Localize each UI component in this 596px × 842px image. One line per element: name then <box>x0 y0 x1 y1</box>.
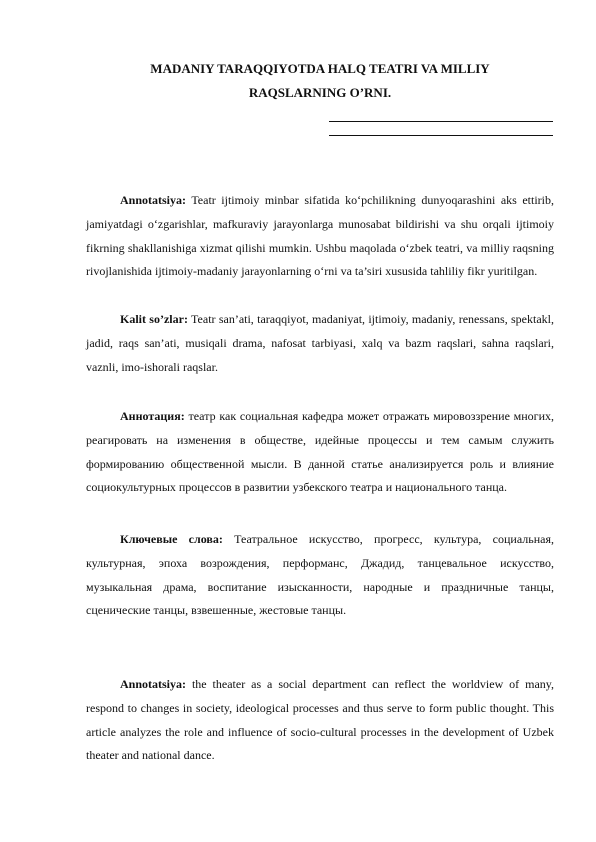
ru-keywords <box>86 528 554 623</box>
author-line-2 <box>329 135 553 136</box>
ru-abstract-text: театр как социальная кафедра может отражать мировоззрение многих, реагировать на изменения в обществе, идейные процессы и тем самым служить формированию общественной мысли. В данной статье анализируется роль и влияние социокультурных процессов в развитии узбекского театра и национального танца. <box>86 409 555 495</box>
uz-abstract-label: Annotatsiya: <box>120 193 187 207</box>
uz-keywords-text: Teatr san’ati, taraqqiyot, madaniyat, ijtimoiy, madaniy, renessans, spektakl, jadid, raqs san’ati, musiqali drama, nafosat tarbiyasi, xalq va bazm raqslari, sahna raqslari, vaznli, imo-ishorali raqslar. <box>86 312 554 374</box>
uz-abstract-text: Teatr ijtimoiy minbar sifatida ko‘pchilikning dunyoqarashini aks ettirib, jamiyatdagi o‘zgarishlar, mafkuraviy jarayonlarga munosabat bildirishi va shu orqali ijtimoiy fikrning shakllanishiga xizmat qilishi mumkin. Ushbu maqolada o‘zbek teatri, va milliy raqsning rivojlanishida ijtimoiy-madaniy jarayonlarning o‘rni va ta’siri xususida tahliliy fikr yuritilgan. <box>86 193 554 279</box>
article-title <box>86 57 554 105</box>
uz-keywords-label: Kalit so’zlar: <box>120 312 188 326</box>
en-abstract-label: Annotatsiya: <box>120 677 187 691</box>
uz-keywords <box>86 308 554 379</box>
ru-keywords-label: Ключевые слова: <box>120 532 223 546</box>
title-line-1: MADANIY TARAQQIYOTDA HALQ TEATRI VA MILLIY <box>150 61 490 76</box>
title-line-2: RAQSLARNING O’RNI. <box>248 85 392 100</box>
author-line-1 <box>329 121 553 122</box>
ru-keywords-text: Театральное искусство, прогресс, культура, социальная, культурная, эпоха возрождения, перформанс, Джадид, танцевальное искусство, музыкальная драма, воспитание изысканности, народные и праздничные танцы, сценические танцы, взвешенные, жестовые танцы. <box>86 532 554 618</box>
ru-abstract-label: Аннотация: <box>120 409 185 423</box>
en-abstract <box>86 673 554 768</box>
ru-abstract <box>86 405 554 500</box>
en-abstract-text: the theater as a social department can reflect the worldview of many, respond to changes in society, ideological processes and thus serve to form public thought. This article analyzes the role and influence of socio-cultural processes in the development of Uzbek theater and national dance. <box>86 677 554 763</box>
uz-abstract <box>86 189 554 284</box>
